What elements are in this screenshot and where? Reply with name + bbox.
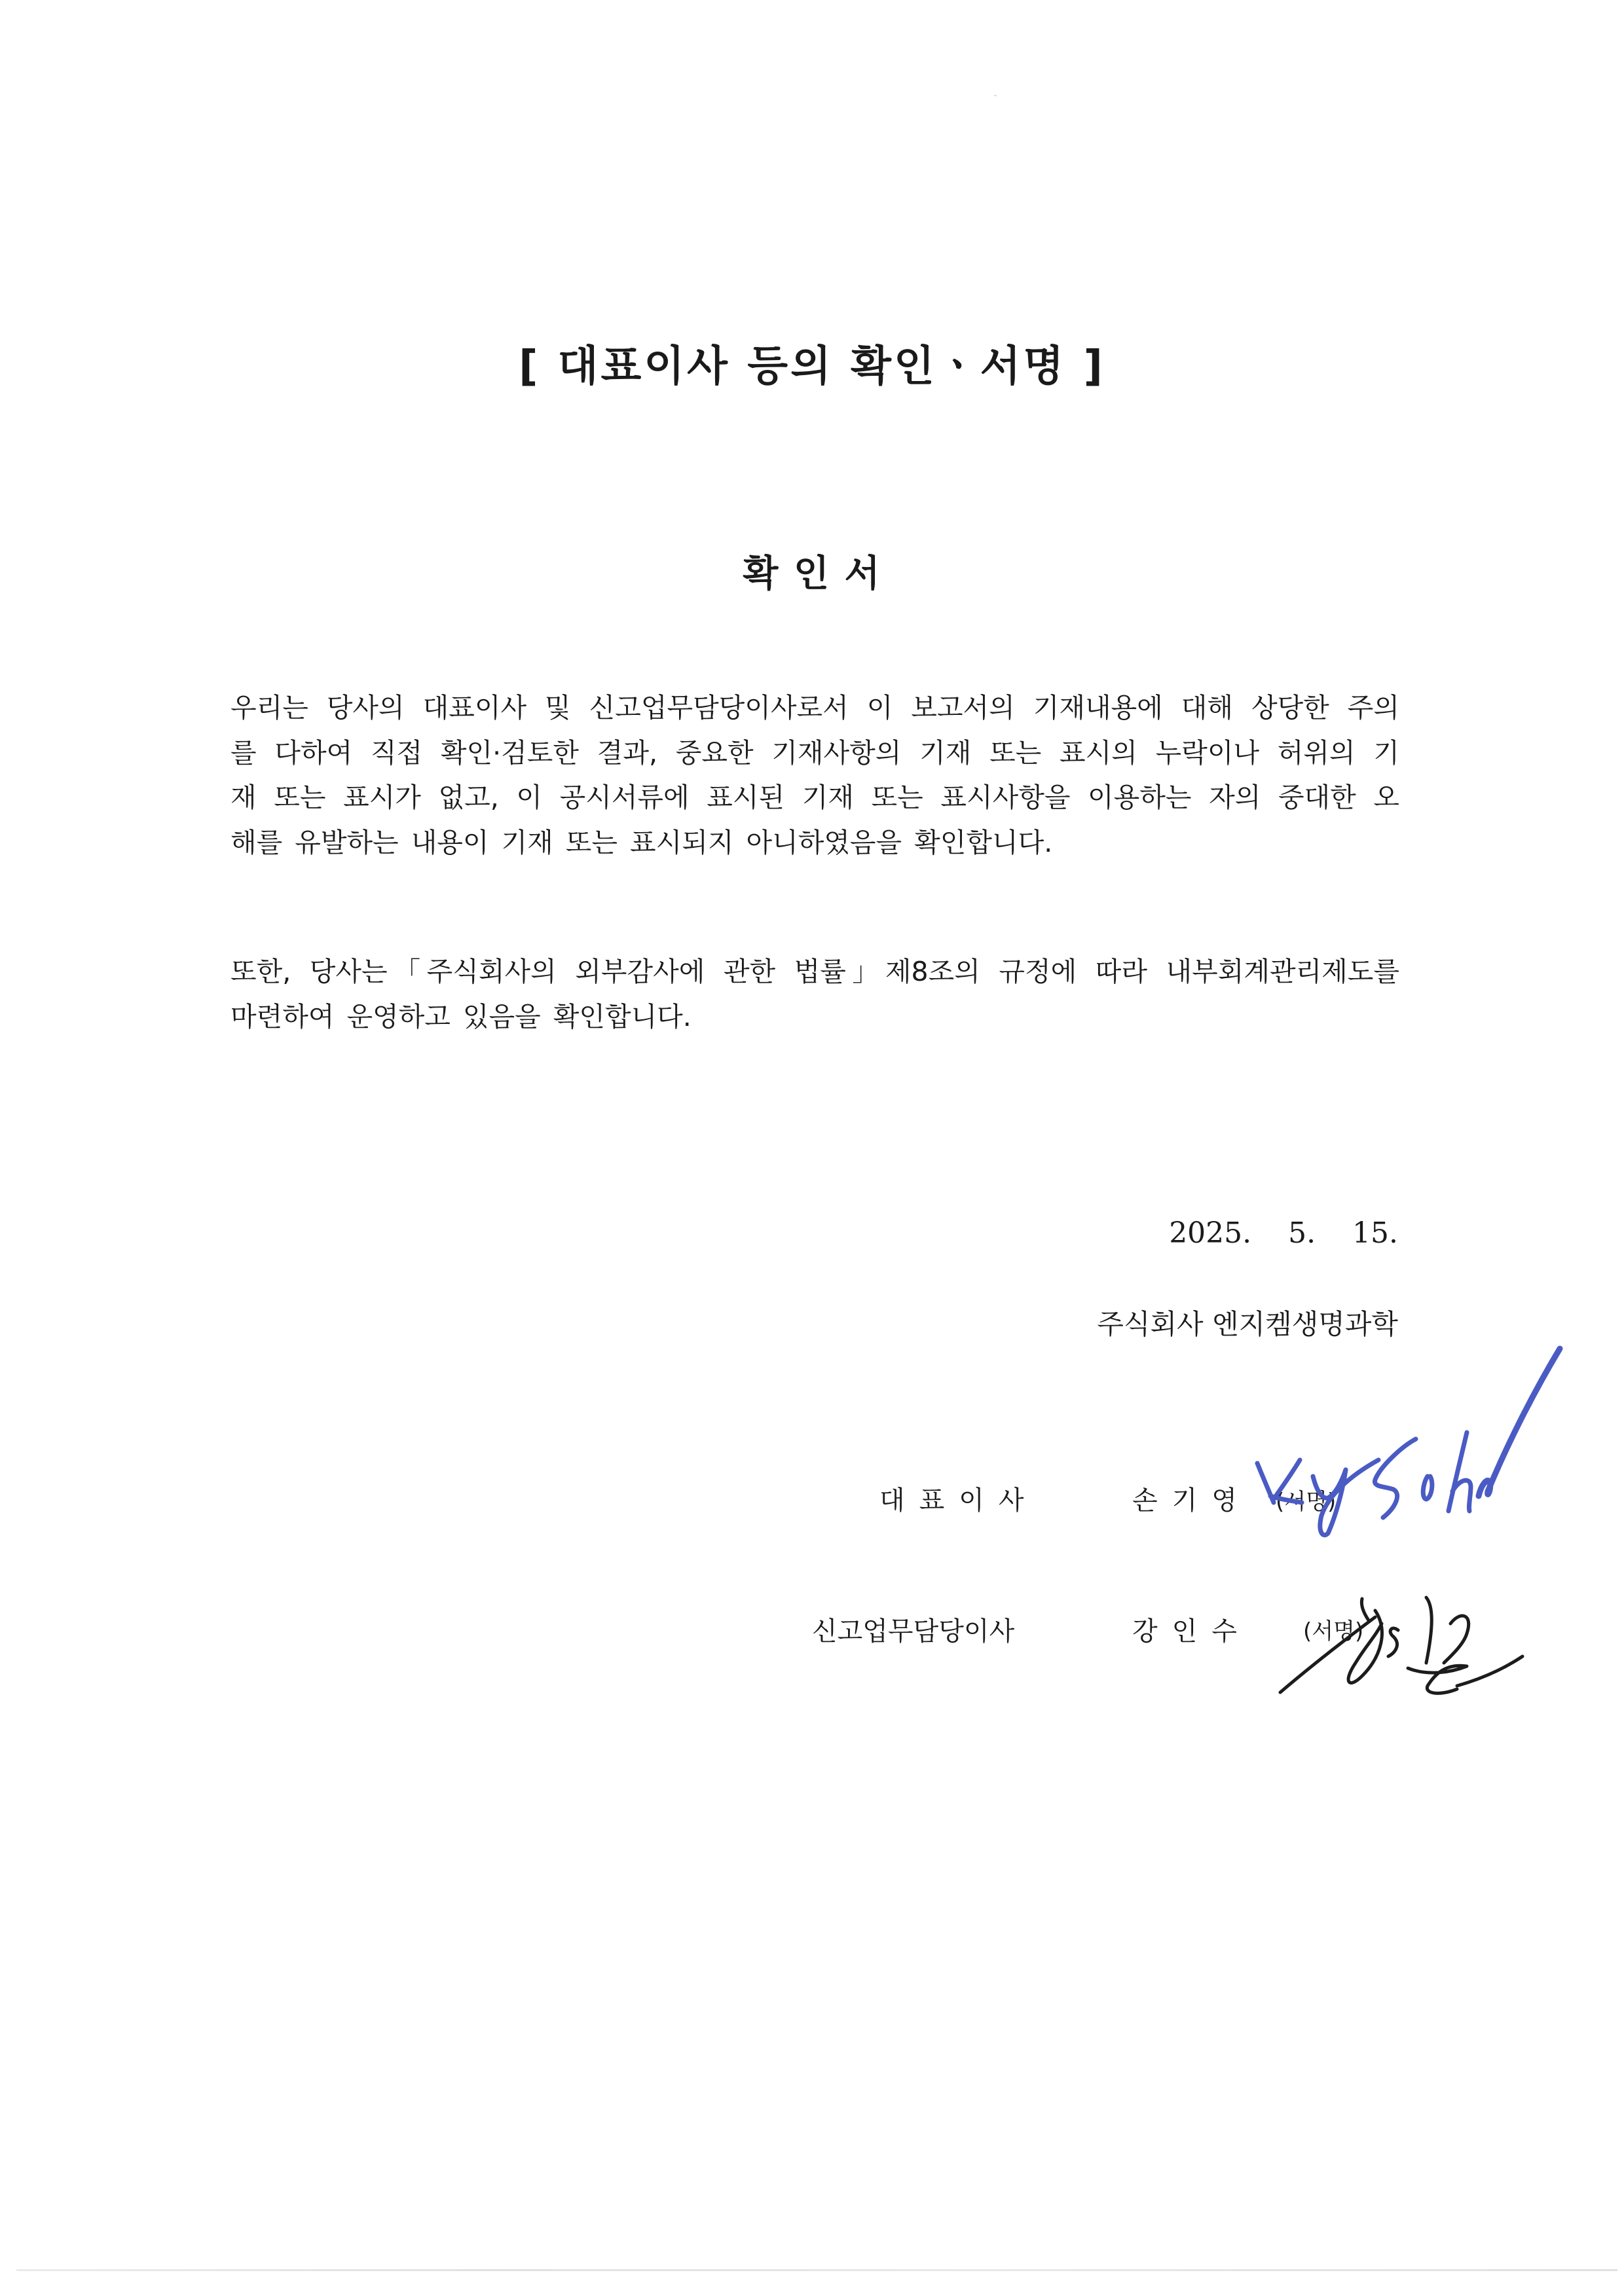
page-title: [ 대표이사 등의 확인ㆍ서명 ] [519,342,1105,391]
paragraph-line: 해를 유발하는 내용이 기재 또는 표시되지 아니하였음을 확인합니다. [231,826,1053,858]
paragraph-line: 재 또는 표시가 없고, 이 공시서류에 표시된 기재 또는 표시사항을 이용하는 자의 중대한 오 [231,782,1399,813]
confirmation-paragraph [231,685,1399,865]
internal-control-paragraph [231,949,1399,1039]
signatory-row-ceo [0,1481,1624,1520]
document-date: 2025. 5. 15. [1169,1216,1398,1250]
document-title: 확 인 서 [743,553,881,595]
signatory-role: 대표이사 [879,1485,1039,1516]
signatory-name: 손기영 [1132,1485,1251,1516]
scan-edge-line [16,2269,1617,2271]
paragraph-line: 또한, 당사는「주식회사의 외부감사에 관한 법률」제8조의 규정에 따라 내부회계관리제도를 [231,956,1399,987]
paragraph-line: 우리는 당사의 대표이사 및 신고업무담당이사로서 이 보고서의 기재내용에 대해 상당한 주의 [231,692,1399,723]
signatory-row-disclosure-officer [0,1612,1624,1651]
scan-artifact [994,95,997,96]
signatory-role: 신고업무담당이사 [812,1616,1015,1647]
signatory-name: 강인수 [1132,1616,1251,1647]
signature-placeholder: (서명) [1276,1489,1337,1515]
paragraph-line: 마련하여 운영하고 있음을 확인합니다. [231,1000,692,1032]
company-name: 주식회사 엔지켐생명과학 [1097,1308,1398,1340]
paragraph-line: 를 다하여 직접 확인·검토한 결과, 중요한 기재사항의 기재 또는 표시의 누락이나 허위의 기 [231,737,1399,769]
signature-placeholder: (서명) [1303,1618,1364,1645]
